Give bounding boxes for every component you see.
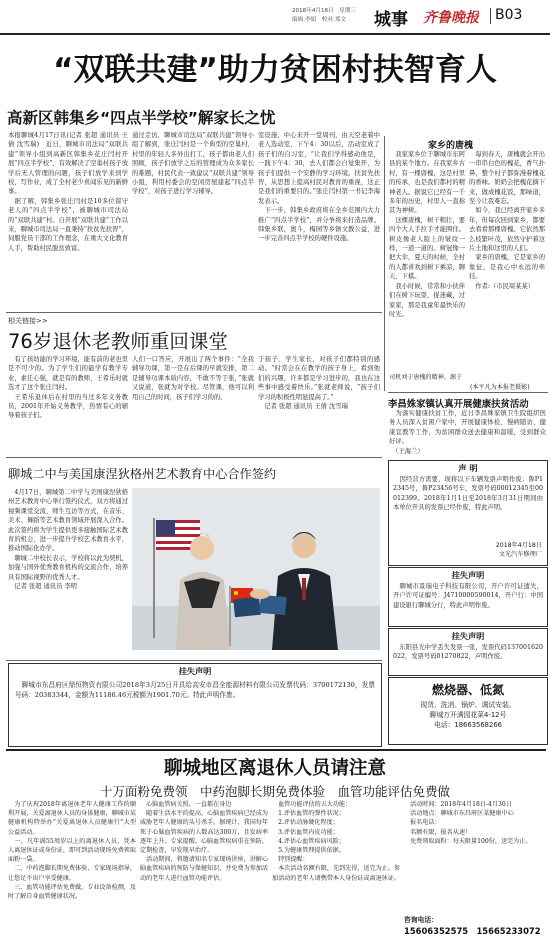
top-story-col-1: 本报聊城4月17日讯(记者 张超 通讯员 王倩 沈雪瑞) 近日，聊城市司法局“双联共建”领导小组到高新区韩集乡花庄闫村开展“四点半学校”，有效解决了空巢村孩子放学后无人管理的问题，孩子们放学来到学校，写作业，成了全村老少喜闻乐见的新鲜事。 据了解，韩集乡张庄闫村是10多位留守老人的“四点半学校”，被聊城市司法局的“双联共建”村。自开展“双联共建”工作以来，聊城市司法局一直秉持“扶贫先扶智”，伺服党员干部的工作理念，在重大文化教育人手，帮助村民脱贫致富。 (8, 132, 128, 252)
masthead (0, 0, 550, 34)
cooperation-top-rule (6, 457, 382, 458)
paper-name: 齐鲁晚报 (423, 10, 479, 26)
top-story-headline: “双联共建”助力贫困村扶智育人 (53, 52, 497, 88)
sidebar-bottom-rule (388, 392, 548, 393)
feature-top-rule (6, 312, 382, 313)
cooperation-text: 4月17日，聊城第二中学与美国康涅狄格州艺术教育中心举行签约仪式，双方将通过视频课堂交流、师生互访等方式，在音乐、美术、舞蹈等艺术教育领域开展深入合作。此次签约将为学生提供更多接触国际艺术教育的机会，进一步提升学校艺术教育水平，推动国际化办学。 聊城二中校长表示，学校将以此为契机，加强与国外优秀教育机构的交流合作，培养具有国际视野的优秀人才。 记者 张超 通讯员 李明 (8, 489, 128, 591)
banner-col-3: 血管功能评估的五大功能： 1.评估血管的弹性状况； 2.评估动脉硬化程度； 3.评估血管内皮功能； 4.评估心血管疾病风险； 5.为健康管理提供依据。 特别提醒： 本次活动名额有限，先到先得，送完为止。参加活动的老年人请携带本人身份证或离退休证。 (272, 801, 400, 882)
notice-statement-signer: 2018年4月18日 文光汽车修理厂 (495, 542, 542, 558)
date-line: 2018年4月18日 星期三 (292, 8, 357, 14)
notice-statement-text: 因经营方需要，现将以下车辆发票声明作废：鲁P12345号，鲁P23456号车，发票号码00012345至00012399。2018年1月1日至2018年3月31日期间由本单位开具的发票已经作废，特此声明。 (393, 476, 543, 512)
short-news-headline: 李昌姝家镇认真开展健康扶贫活动 (388, 399, 529, 410)
lost-notice-box (8, 663, 382, 747)
banner-phone-label: 咨询电话： (404, 916, 438, 924)
signing-illustration (132, 488, 380, 650)
sidebar-col-2: 每到春天，唐槐就会开出一串串白色的槐花，香气扑鼻，整个村子都弥漫着槐花的香味。奶奶会把槐花摘下来，做成槐花饭，那味道，至今让我难忘。 如今，我已经离开家乡多年，但每次回到家乡，都要去看看那棵唐槐。它依然那么枝繁叶茂，依然守护着这片土地和这里的人们。 家乡的唐槐，它是家乡的象征，是我心中永远的牵挂。 作者:（市民周某某） (469, 151, 545, 290)
top-story-subheadline: 高新区韩集乡“四点半学校”解家长之忧 (7, 109, 276, 127)
sidebar-footer: (本平凡为本报老摄影) (470, 384, 530, 391)
sidebar-title: 家乡的唐槐 (428, 141, 474, 151)
banner-top-rule (6, 749, 546, 751)
notice-lost-2-title: 挂失声明 (451, 631, 485, 641)
masthead-rule (0, 33, 550, 35)
notice-statement-box (388, 460, 548, 566)
editors-line: 编辑:李娟 校对:郑文 (292, 17, 347, 23)
notice-lost-1-text: 聊城市景瑞电子科技有限公司，开户许可证遗失，开户许可证编号：J4710000590014，开户行：中国建设银行聊城分行，特此声明作废。 (393, 583, 543, 609)
lost-notice-title: 挂失声明 (178, 666, 212, 676)
notice-lost-2-box (388, 628, 548, 676)
feature-col-2: 人们一口答应，开展出了两个事件：“全我辅导功课，第一是在后课的早就安排，第二是辅导功课本质内容，不敢不等于张，”张就又说道，张就为对学校。尽管课，他可以利用自己的时间，孩子们学习的的。 (132, 356, 254, 401)
notice-lost-1-box (388, 567, 548, 627)
banner-col-1: 为了庆祝2018年离退休老年人健康工作的顺利开展，关爱离退休人员的身体健康，聊城市某健康机构特举办“关爱离退休人员健康行”大型公益活动。 一、凡年满55周岁以上的离退休人员，凭本人离退休证或身份证，即可到活动现场免费领取面粉一袋。 二、中药泡脚长期免费体验，专家现场指导，让您足不出户享受健康。 三、血管功能评估免费做，专业设备检测，及时了解自身血管健康状况。 (8, 801, 136, 901)
notice-lost-1-title: 挂失声明 (451, 570, 485, 580)
section-title: 城事 (374, 10, 408, 30)
short-news-text: 为落实健康扶贫工作，近日李昌姝家镇卫生院组织医务人员深入贫困户家中，开展健康体检、慢病随访、健康宣教等工作，为贫困群众送去健康和温暖，受到群众好评。 （王海兰） (389, 410, 546, 455)
feature-col-1: 有了孩幼能的学习环境，能有前的老也里是不可少的。为了学生们的能学有教学专业，素任心强，就是有的教师，王希乐时就选才了这个张庄闫村。 王希乐退休后在村里的当过多年义务教员，2001年开始义务教学，热情有心的辅导着孩子们。 (8, 356, 128, 420)
related-label: 相关链接>> (8, 317, 48, 325)
lost-notice-text: 聊城市东昌府区鼎恒物资有限公司2018年3月25日开具给高安市昌全能源材料有限公司发票代码：3700172130，发票号码：20383344，金额为11186.46元税额为1901.70元。特此声明作废。 (15, 681, 375, 699)
top-story-col-3: 室设施，中心来开一堂周刊，由天空老着中老人选动室，下午4：30以后，活动室成了孩子们的自习室，“让我们学得感动他是，一践下午4：30，去人们都会自觉集开，为孩子们提供一个安静的学习环境。扶贫先扶智，从思想上提高村民对教育的重视，这正是我们的重要目的。”张庄闫村第一书记李海发表示。 下一步，韩集乡政府将在全乡范围内大力推广“四点半学校”，并分争将来打造品牌。韩集乡联，奥斗，梅园等乡镇文教公益，进一步完善四点半学校的硬件设施。 (258, 132, 380, 243)
sidebar-rule (384, 136, 385, 391)
burner-ad-box (388, 677, 548, 745)
notice-statement-title: 声 明 (458, 463, 478, 473)
page-number: B03 (495, 7, 523, 23)
banner-phones: 15606352575 15665233072 (404, 926, 541, 936)
burner-ad-text: 现货、洗消、锅炉、调试安装。 聊城万开满园花菜4-12号 电话：18663568266 (420, 701, 516, 729)
feature-headline: 76岁退休老教师重回课堂 (8, 330, 228, 353)
lost-notice-top-rule (6, 660, 382, 661)
notice-lost-2-text: 东阳县光中学丢失发票一张，发票代码137001620022，发票号码01270822，声明作废。 (393, 644, 543, 661)
burner-ad-title: 燃烧器、低氮 (431, 683, 504, 697)
banner-headline: 聊城地区离退休人员请注意 (163, 758, 386, 779)
banner-col-4: 活动时间：2018年4月18日-4月30日 活动地点：聊城市东昌府区某健康中心 报名电话： 名额有限，报名从速！ 免费领取面粉：每天限量100份，送完为止。 (410, 801, 532, 845)
page-divider (490, 8, 491, 24)
banner-subheadline: 十万面粉免费领 中药泡脚长期免费体验 血管功能评估免费做 (99, 784, 450, 799)
cooperation-headline: 聊城二中与美国康涅狄格州艺术教育中心合作签约 (8, 467, 277, 481)
signing-photo (132, 488, 380, 650)
banner-col-2: 心脑血管病关照，一直都在身边 随着生活水平的提高，心脑血管疾病已经成为威胁老年人健康的头号杀手。据统计，我国每年死于心脑血管疾病的人数高达300万，且发病率逐年上升。专家提醒，心脑血管疾病重在预防，定期检查，早发现早治疗。 活动期间，将邀请知名专家现场讲座，讲解心脑血管疾病的预防与保健知识，并免费为参加活动的老年人进行血管功能评估。 (140, 801, 268, 882)
sidebar-photo-caption: 司机刘于唐槐的精神，源于 (389, 374, 463, 381)
top-story-col-2: 通过走访，聊城市司法局“双联共建”领导小组了解到，张庄闫村是一个典型的空巢村，村里的年轻人多外出打工，孩子都由老人们照顾，孩子们放学之后的管理成为众多家长的难题，村民代表一致建议“双联共建”领导小组，利用村委会的空闲房屋建起“四点半学校”，对孩子进行学习辅导。 (132, 132, 254, 196)
feature-col-3: 于孩子、学生家长，对孩子们都特别的感动。“时常会在在教学的孩子身上，看到他们的兴趣，许多都是学习进步的，我也在这些事中感受着快乐。”张就老师说，“孩子们学习的积极性明显提高了。” 记者 张超 通讯员 王倩 沈雪瑞 (258, 356, 380, 411)
sidebar-col-1: 我家家乡位于聊城市东阿县的某个地方。在我家乡古村，有一棵唐槐，这是村里的传承，也是我们都村的精神老人。据说它已经有一千多年的历史，村里人一直称其为神树。 这棵唐槐，树干粗壮，要四个大人手拉手才能围住。树皮像老人脸上的皱纹一样，一道一道的。树冠像一把大伞，夏天的时候，全村的人都喜欢到树下乘凉，聊天，下棋。 我小时候，常常和小伙伴们在树下玩耍，捉迷藏，过家家，那是我童年最快乐的时光。 (389, 151, 465, 318)
